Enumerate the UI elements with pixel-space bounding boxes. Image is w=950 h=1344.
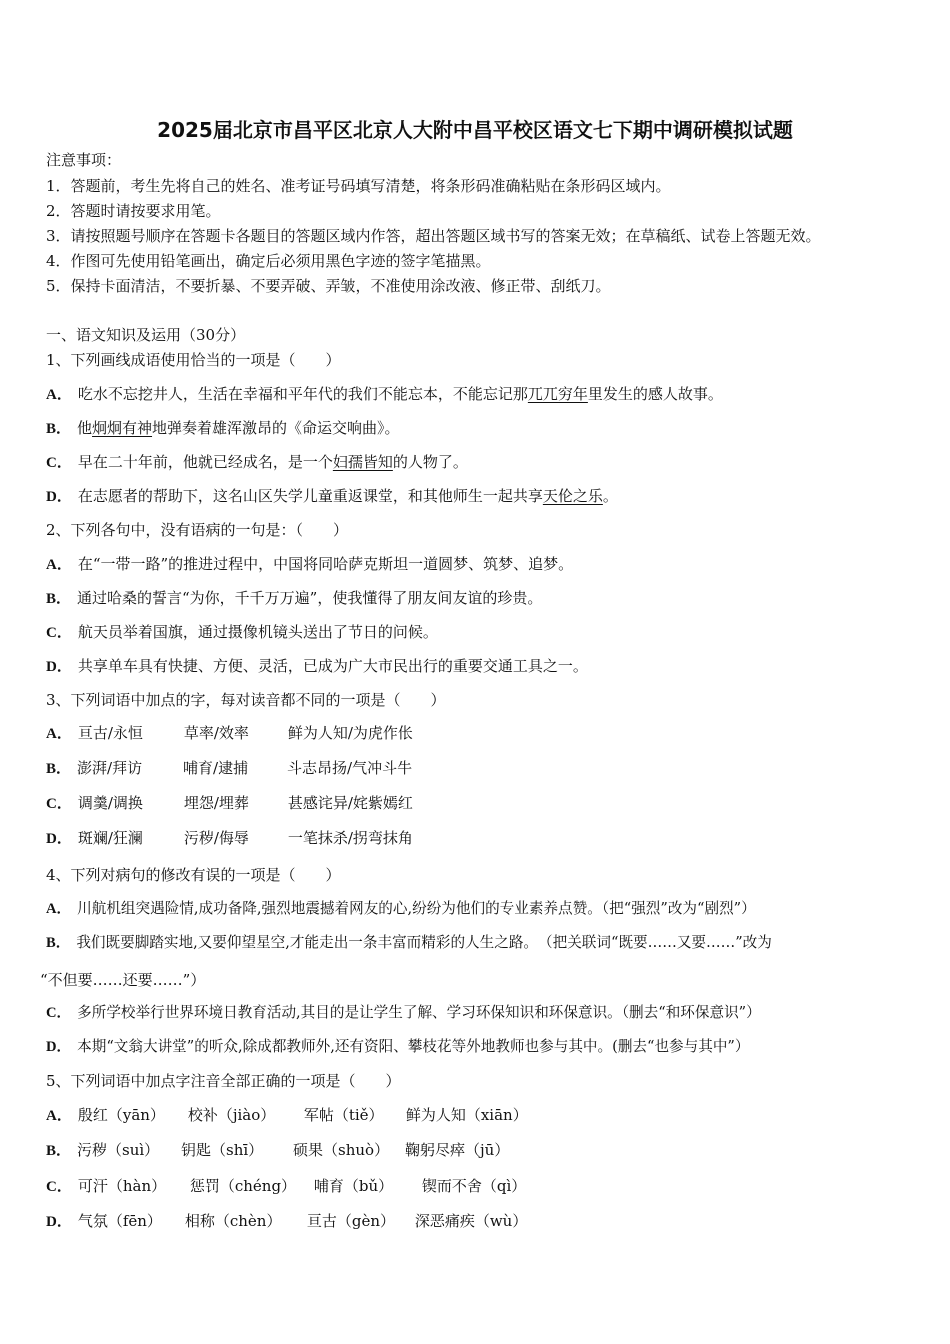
option-label: C．	[46, 1005, 72, 1021]
word-pair: 草率/效率	[183, 724, 249, 742]
option	[46, 758, 412, 779]
option-text: 本期“文翁大讲堂”的听众,除成都教师外,还有资阳、攀枝花等外地教师也参与其中。(删去“也参与其中”）	[77, 1038, 750, 1055]
option	[46, 554, 573, 575]
word-pinyin: 鞠躬尽瘁（jū）	[405, 1141, 510, 1159]
underlined-idiom: 妇孺皆知	[332, 453, 393, 471]
word-pinyin: 哺育（bǔ）	[313, 1177, 394, 1195]
underlined-idiom: 天伦之乐	[542, 487, 603, 505]
word-pinyin: 殷红（yān）	[77, 1106, 165, 1124]
option-text: 地弹奏着雄浑激昂的《命运交响曲》。	[152, 419, 400, 437]
option-label: D．	[46, 659, 72, 675]
underlined-idiom: 兀兀穷年	[527, 385, 588, 403]
option-label: C．	[46, 455, 72, 471]
word-pair: 斑斓/狂澜	[77, 829, 143, 847]
option	[46, 452, 468, 473]
option-label: C．	[46, 796, 72, 812]
word-pair: 污秽/侮辱	[183, 829, 249, 847]
notice-item: 2．答题时请按要求用笔。	[46, 202, 221, 220]
word-pair: 鲜为人知/为虎作伥	[287, 724, 413, 742]
option-text: 通过哈桑的誓言“为你，千千万万遍”，使我懂得了朋友间友谊的珍贵。	[77, 589, 543, 607]
notice-heading: 注意事项：	[46, 151, 122, 169]
question-stem: 4、下列对病句的修改有误的一项是（ ）	[46, 866, 341, 884]
option	[46, 1003, 761, 1023]
option-label: C．	[46, 625, 72, 641]
notice-item: 4．作图可先使用铅笔画出，确定后必须用黑色字迹的签字笔描黑。	[46, 252, 491, 270]
word-pair: 斗志昂扬/气冲斗牛	[287, 759, 413, 777]
option-label: A．	[46, 726, 72, 742]
word-pinyin: 惩罚（chéng）	[189, 1177, 297, 1195]
option-text: 多所学校举行世界环境日教育活动,其目的是让学生了解、学习环保知识和环保意识。（删去“和环保意识”）	[77, 1004, 761, 1021]
word-pair: 甚感诧异/姹紫嫣红	[287, 794, 413, 812]
option-label: B．	[46, 935, 71, 951]
option-label: B．	[46, 761, 72, 777]
option	[46, 1211, 527, 1232]
option-text: 川航机组突遇险情,成功备降,强烈地震撼着网友的心,纷纷为他们的专业素养点赞。（把“强烈”改为“剧烈”）	[77, 900, 756, 917]
option	[46, 486, 618, 507]
word-pair: 调羹/调换	[77, 794, 143, 812]
word-pinyin: 可汗（hàn）	[77, 1177, 167, 1195]
question-stem: 2、下列各句中，没有语病的一句是：（ ）	[46, 521, 349, 539]
option	[46, 1105, 528, 1126]
page-title: 2025届北京市昌平区北京人大附中昌平校区语文七下期中调研模拟试题	[157, 118, 793, 142]
word-pair: 亘古/永恒	[77, 724, 143, 742]
question-stem: 1、下列画线成语使用恰当的一项是（ ）	[46, 351, 341, 369]
option	[46, 588, 542, 609]
option	[46, 384, 723, 405]
option-text: 共享单车具有快捷、方便、灵活，已成为广大市民出行的重要交通工具之一。	[77, 657, 588, 675]
notice-item: 1．答题前，考生先将自己的姓名、准考证号码填写清楚，将条形码准确粘贴在条形码区域内。	[46, 177, 671, 195]
question-stem: 3、下列词语中加点的字，每对读音都不同的一项是（ ）	[46, 691, 446, 709]
option-label: C．	[46, 1179, 72, 1195]
word-pair: 澎湃/拜访	[77, 759, 143, 777]
option	[46, 418, 400, 439]
option	[46, 622, 438, 643]
option-continuation: “不但要……还要……”）	[40, 971, 206, 989]
word-pinyin: 军帖（tiě）	[303, 1106, 384, 1124]
notice-item: 3．请按照题号顺序在答题卡各题目的答题区域内作答，超出答题区域书写的答案无效；在草稿纸、试卷上答题无效。	[46, 227, 821, 245]
word-pinyin: 相称（chèn）	[184, 1212, 282, 1230]
option	[46, 1176, 526, 1197]
underlined-idiom: 炯炯有神	[92, 419, 153, 437]
option-text: 的人物了。	[392, 453, 468, 471]
word-pinyin: 硕果（shuò）	[293, 1141, 390, 1159]
word-pinyin: 气氛（fēn）	[77, 1212, 162, 1230]
word-pinyin: 锲而不舍（qì）	[421, 1177, 527, 1195]
option-label: B．	[46, 591, 72, 607]
option-label: D．	[46, 1214, 72, 1230]
word-pinyin: 深恶痛疾（wù）	[414, 1212, 528, 1230]
option	[46, 1140, 509, 1161]
word-pinyin: 亘古（gèn）	[306, 1212, 395, 1230]
word-pinyin: 鲜为人知（xiān）	[405, 1106, 528, 1124]
option	[46, 1037, 750, 1057]
option-text: 航天员举着国旗，通过摄像机镜头送出了节日的问候。	[77, 623, 438, 641]
word-pair: 埋怨/埋葬	[183, 794, 249, 812]
option	[46, 933, 772, 953]
option-text: 吃水不忘挖井人，生活在幸福和平年代的我们不能忘本，不能忘记那	[77, 385, 528, 403]
question-stem: 5、下列词语中加点字注音全部正确的一项是（ ）	[46, 1072, 401, 1090]
word-pair: 一笔抹杀/拐弯抹角	[287, 829, 413, 847]
option-label: D．	[46, 1039, 72, 1055]
option-text: 我们既要脚踏实地,又要仰望星空,才能走出一条丰富而精彩的人生之路。 （把关联词“既要……又要……”改为	[76, 934, 772, 951]
word-pinyin: 污秽（suì）	[77, 1141, 160, 1159]
option-label: D．	[46, 831, 72, 847]
word-pair: 哺育/逮捕	[183, 759, 249, 777]
option-label: A．	[46, 387, 72, 403]
notice-item: 5．保持卡面清洁，不要折暴、不要弄破、弄皱，不准使用涂改液、修正带、刮纸刀。	[46, 277, 611, 295]
option	[46, 828, 413, 849]
section-heading: 一、语文知识及运用（30分）	[46, 326, 246, 344]
word-pinyin: 校补（jiào）	[187, 1106, 276, 1124]
option-label: A．	[46, 1108, 72, 1124]
word-pinyin: 钥匙（shī）	[181, 1141, 264, 1159]
option	[46, 723, 413, 744]
option-text: 在志愿者的帮助下，这名山区失学儿童重返课堂，和其他师生一起共享	[77, 487, 543, 505]
option	[46, 656, 588, 677]
option-label: D．	[46, 489, 72, 505]
option-text: 里发生的感人故事。	[587, 385, 723, 403]
option-label: A．	[46, 901, 72, 917]
option-text: 。	[602, 487, 618, 505]
option-label: B．	[46, 1143, 72, 1159]
option-text: 他	[77, 419, 93, 437]
option-text: 在“一带一路”的推进过程中，中国将同哈萨克斯坦一道圆梦、筑梦、追梦。	[77, 555, 574, 573]
option-label: A．	[46, 557, 72, 573]
option	[46, 793, 413, 814]
option-text: 早在二十年前，他就已经成名，是一个	[77, 453, 333, 471]
option-label: B．	[46, 421, 72, 437]
option	[46, 899, 756, 919]
